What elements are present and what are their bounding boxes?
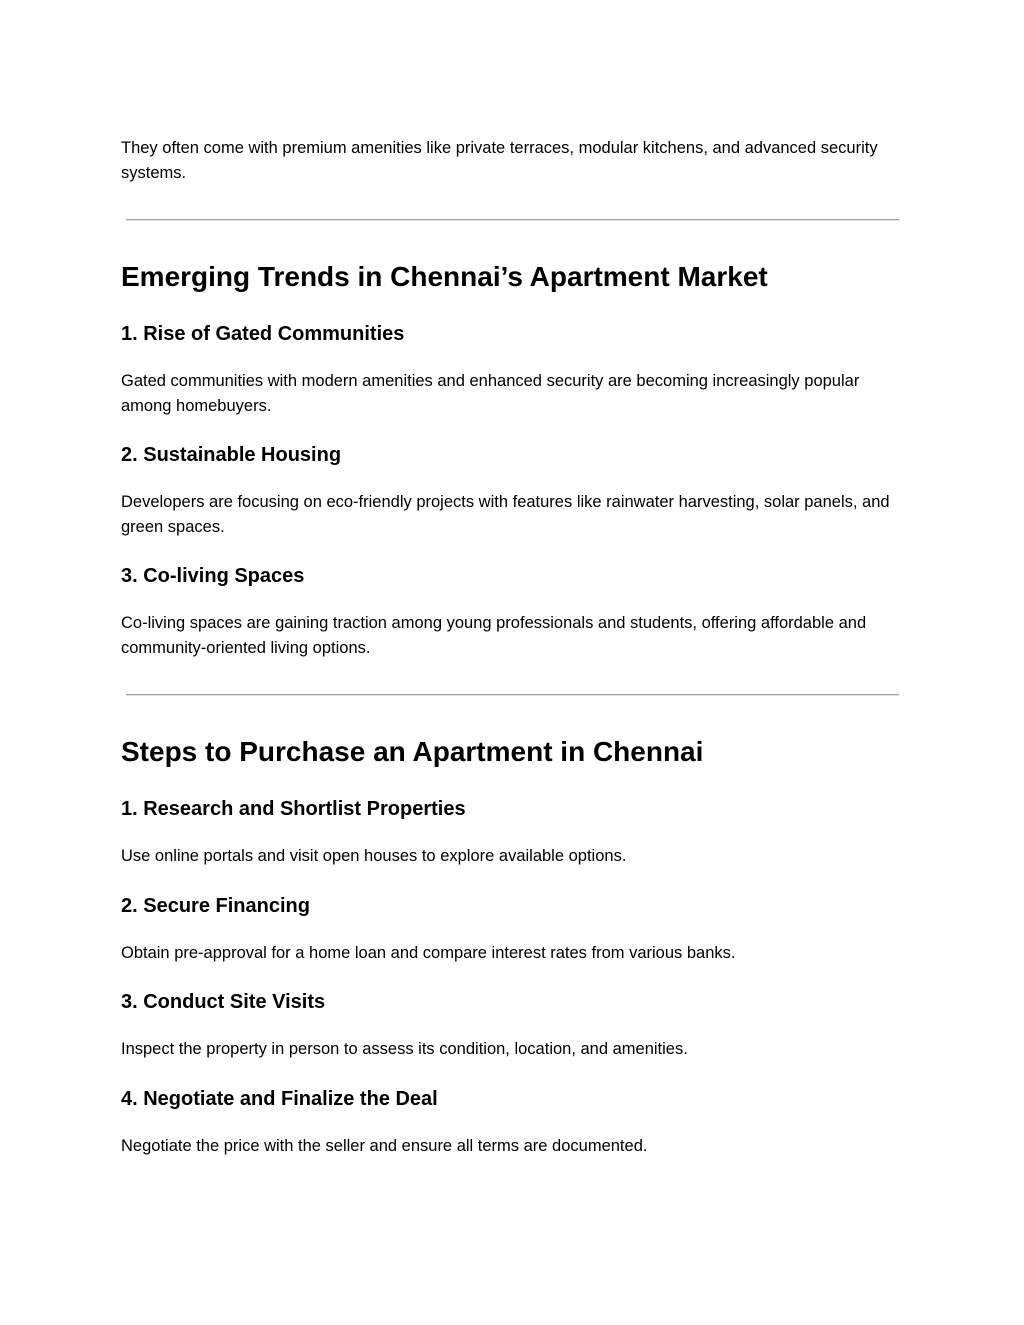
steps-heading: Steps to Purchase an Apartment in Chennai bbox=[121, 736, 704, 767]
trend-title-gated-communities: 1. Rise of Gated Communities bbox=[121, 323, 405, 345]
section-divider bbox=[126, 219, 899, 221]
step-text-negotiate: Negotiate the price with the seller and ensure all terms are documented. bbox=[121, 1137, 648, 1155]
step-text-financing: Obtain pre-approval for a home loan and compare interest rates from various banks. bbox=[121, 944, 736, 962]
step-title-negotiate: 4. Negotiate and Finalize the Deal bbox=[121, 1088, 438, 1110]
step-title-financing: 2. Secure Financing bbox=[121, 895, 310, 917]
trend-title-co-living: 3. Co-living Spaces bbox=[121, 565, 305, 587]
step-text-site-visits: Inspect the property in person to assess its condition, location, and amenities. bbox=[121, 1040, 688, 1058]
trend-text-co-living: Co-living spaces are gaining traction among young professionals and students, offering affordable and community-oriented living options. bbox=[121, 614, 867, 657]
trend-title-sustainable-housing: 2. Sustainable Housing bbox=[121, 444, 342, 466]
trends-heading: Emerging Trends in Chennai’s Apartment Market bbox=[121, 261, 768, 292]
step-title-site-visits: 3. Conduct Site Visits bbox=[121, 991, 326, 1013]
section-divider bbox=[126, 694, 899, 696]
trend-text-gated-communities: Gated communities with modern amenities and enhanced security are becoming increasingly popular among homebuyers. bbox=[121, 372, 860, 415]
intro-paragraph: They often come with premium amenities like private terraces, modular kitchens, and advanced security systems. bbox=[121, 139, 878, 182]
step-title-research: 1. Research and Shortlist Properties bbox=[121, 798, 466, 820]
trend-text-sustainable-housing: Developers are focusing on eco-friendly projects with features like rainwater harvesting, solar panels, and green spaces. bbox=[121, 493, 890, 536]
step-text-research: Use online portals and visit open houses to explore available options. bbox=[121, 847, 627, 865]
